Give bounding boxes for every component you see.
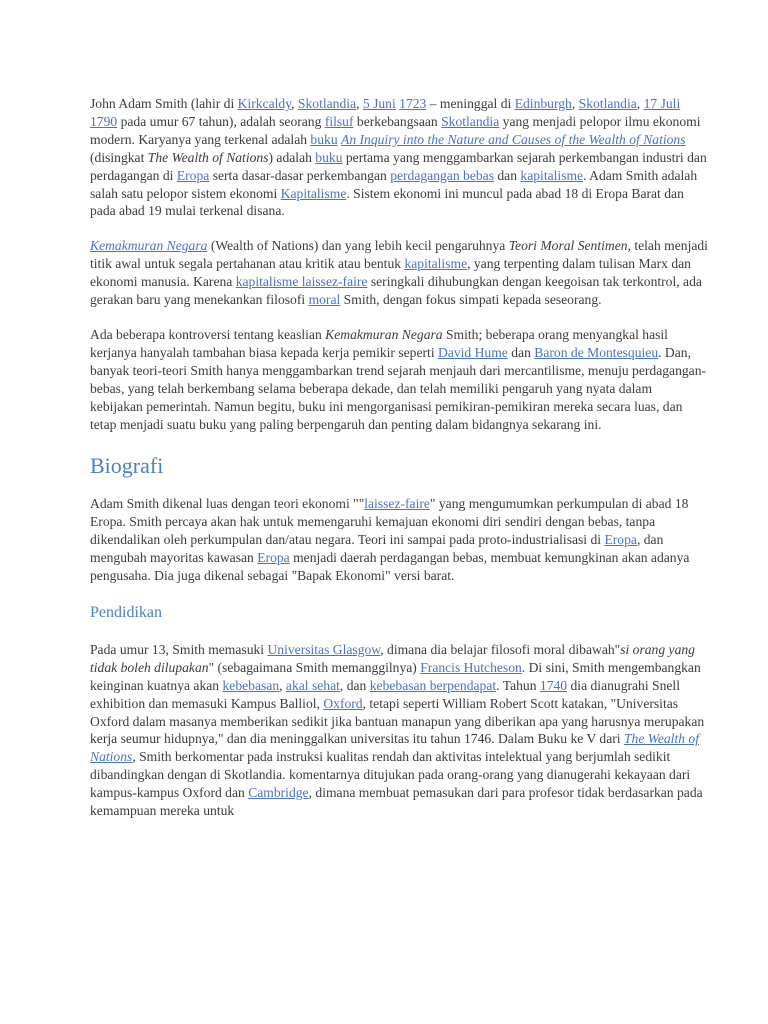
text-run: . Tahun (496, 677, 540, 693)
text-run: Pada umur 13, Smith memasuki (90, 641, 268, 657)
link-17-juli[interactable]: 17 Juli (643, 96, 681, 111)
intro-paragraph (90, 95, 708, 220)
text-run: , dimana membuat pemasukan dari para profesor tidak berdasarkan pada kemampuan mereka untuk (90, 785, 703, 819)
link-skotlandia[interactable]: Skotlandia (578, 96, 637, 111)
text-run: Ada beberapa kontroversi tentang keaslian (90, 326, 326, 342)
controversy-paragraph (90, 326, 708, 433)
link-moral[interactable]: moral (308, 292, 341, 308)
link-perdagangan-bebas[interactable]: perdagangan bebas (390, 167, 494, 183)
text-run: , dan (339, 677, 370, 693)
text-run: dia dianugrahi Snell exhibition dan memasuki Kampus Balliol, (90, 677, 680, 711)
text-run: John Adam Smith (lahir di (90, 96, 238, 111)
text-run: ) adalah (268, 149, 316, 165)
link-eropa[interactable]: Eropa (257, 550, 290, 566)
link-eropa[interactable]: Eropa (604, 532, 637, 548)
link-5-juni[interactable]: 5 Juni (362, 96, 396, 111)
link-wealth-of-nations-full-title[interactable]: An Inquiry into the Nature and Causes of the Wealth of Nations (341, 131, 686, 147)
text-run: . Dan, banyak teori-teori Smith hanya menggambarkan trend sejarah menjauh dari mercantilisme, menuju perdagangan-bebas, yang telah berkembang selama beberapa dekade, dan telah memiliki pengaruh yang nyata dalam kebijakan pemerintah. Namun begitu, buku ini mengorganisasi pemikiran-pemikiran mereka secara luas, dan tetap menjadi suatu buku yang paling berpengaruh dan penting dalam bidangnya sekarang ini. (90, 344, 707, 432)
text-run: dan (507, 344, 535, 360)
link-baron-de-montesquieu[interactable]: Baron de Montesquieu (534, 344, 659, 360)
biografi-paragraph (90, 495, 708, 585)
link-1740[interactable]: 1740 (539, 677, 568, 693)
link-kebebasan-berpendapat[interactable]: kebebasan berpendapat (369, 677, 497, 693)
text-run: (Wealth of Nations) dan yang lebih kecil pengaruhnya (207, 238, 509, 254)
text-run: , dimana dia belajar filosofi moral dibawah" (380, 641, 621, 657)
text-run: Smith, dengan fokus simpati kepada seseorang. (340, 292, 602, 308)
link-kapitalisme[interactable]: kapitalisme (520, 167, 584, 183)
text-run: , dan mengubah mayoritas kawasan (90, 532, 664, 566)
text-run: , Smith berkomentar pada instruksi kualitas rendah dan aktivitas intelektual yang berjumlah sedikit dibandingkan dengan di Skotlandia. komentarnya ditujukan pada orang-orang yang dianugerahi kekayaan dari kampus-kampus Oxford dan (90, 749, 691, 801)
section-heading-biografi: Biografi (90, 453, 164, 479)
link-francis-hutcheson[interactable]: Francis Hutcheson (420, 659, 522, 675)
pendidikan-paragraph (90, 641, 708, 820)
text-run: . Di sini, Smith mengembangkan keinginan kuatnya akan (90, 659, 701, 693)
link-buku[interactable]: buku (315, 149, 343, 165)
link-kirkcaldy[interactable]: Kirkcaldy (237, 96, 292, 111)
link-david-hume[interactable]: David Hume (438, 344, 508, 360)
text-run: , (291, 96, 298, 111)
text-run: " (sebagaimana Smith memanggilnya) (208, 659, 421, 675)
influence-paragraph (90, 237, 708, 309)
link-akal-sehat[interactable]: akal sehat (285, 677, 340, 693)
text-run: serta dasar-dasar perkembangan (209, 167, 391, 183)
link-kapitalisme[interactable]: kapitalisme (404, 256, 468, 272)
quote-italic: si orang yang tidak boleh dilupakan (90, 641, 695, 675)
link-oxford[interactable]: Oxford (323, 695, 363, 711)
text-run: (disingkat (90, 149, 148, 165)
book-title-italic: Teori Moral Sentimen (508, 238, 628, 254)
link-edinburgh[interactable]: Edinburgh (514, 96, 572, 111)
text-run: , (636, 96, 644, 111)
link-1723[interactable]: 1723 (399, 96, 427, 111)
link-1790[interactable]: 1790 (90, 113, 118, 129)
text-run: , tetapi seperti William Robert Scott katakan, "Universitas Oxford dalam masanya memberikan sedikit jika bantuan manapun yang diberikan apa yang harusnya merupakan kerja seumur hidupnya," dan dia meninggalkan universitas itu tahun 1746. Dalam Buku ke V dari (90, 695, 705, 747)
text-run: yang menjadi pelopor ilmu ekonomi modern. Karyanya yang terkenal adalah (90, 113, 701, 147)
link-filsuf[interactable]: filsuf (324, 113, 354, 129)
text-run: , (279, 677, 286, 693)
text-run: pertama yang menggambarkan sejarah perkembangan industri dan perdagangan di (90, 149, 707, 183)
link-kapitalisme[interactable]: Kapitalisme (280, 185, 347, 201)
text-run: , (356, 96, 363, 111)
text-run: dan (493, 167, 521, 183)
subsection-heading-pendidikan: Pendidikan (90, 603, 162, 621)
link-the-wealth-of-nations[interactable]: The Wealth of Nations (90, 731, 699, 765)
book-title-italic: The Wealth of Nations (147, 149, 269, 165)
link-laissez-faire[interactable]: laissez-faire (364, 496, 430, 512)
text-run: " yang mengumumkan perkumpulan di abad 18 Eropa. Smith percaya akan hak untuk memengaruhi kemajuan ekonomi diri sendiri dengan bebas, tanpa dikendalikan oleh perkumpulan dan/atau negara. Teori ini sampai pada proto-industrialisasi di (90, 496, 689, 548)
link-skotlandia[interactable]: Skotlandia (297, 96, 357, 111)
link-eropa[interactable]: Eropa (176, 167, 210, 183)
link-kemakmuran-negara[interactable]: Kemakmuran Negara (90, 238, 208, 254)
text-run: seringkali dihubungkan dengan keegoisan tak terkontrol, ada gerakan baru yang menekankan filosofi (90, 274, 702, 308)
text-run: menjadi daerah perdagangan bebas, membuat kemungkinan akan adanya pengusaha. Dia juga dikenal sebagai "Bapak Ekonomi" versi barat. (90, 550, 690, 584)
text-run: – meninggal di (426, 96, 515, 111)
text-run: , yang terpenting dalam tulisan Marx dan ekonomi manusia. Karena (90, 256, 691, 290)
text-run: . Adam Smith adalah salah satu pelopor sistem ekonomi (90, 167, 698, 201)
text-run: Adam Smith dikenal luas dengan teori ekonomi "" (90, 496, 365, 512)
text-run: Smith; beberapa orang menyangkal hasil kerjanya hanyalah tambahan biasa kepada kerja pemikir seperti (90, 326, 668, 360)
text-run: , telah menjadi titik awal untuk segala pertahanan atau kritik atau bentuk (90, 238, 708, 272)
link-universitas-glasgow[interactable]: Universitas Glasgow (267, 641, 381, 657)
text-run: , (571, 96, 579, 111)
link-kapitalisme-laissez-faire[interactable]: kapitalisme laissez-faire (235, 274, 368, 290)
text-run: . Sistem ekonomi ini muncul pada abad 18 di Eropa Barat dan pada abad 19 mulai terkenal disana. (90, 185, 684, 219)
text-run: pada umur 67 tahun), adalah seorang (117, 113, 325, 129)
book-title-italic: Kemakmuran Negara (325, 326, 443, 342)
link-kebebasan[interactable]: kebebasan (222, 677, 280, 693)
text-run: berkebangsaan (353, 113, 442, 129)
link-skotlandia[interactable]: Skotlandia (441, 113, 500, 129)
link-cambridge[interactable]: Cambridge (248, 785, 309, 801)
link-buku[interactable]: buku (310, 131, 338, 147)
